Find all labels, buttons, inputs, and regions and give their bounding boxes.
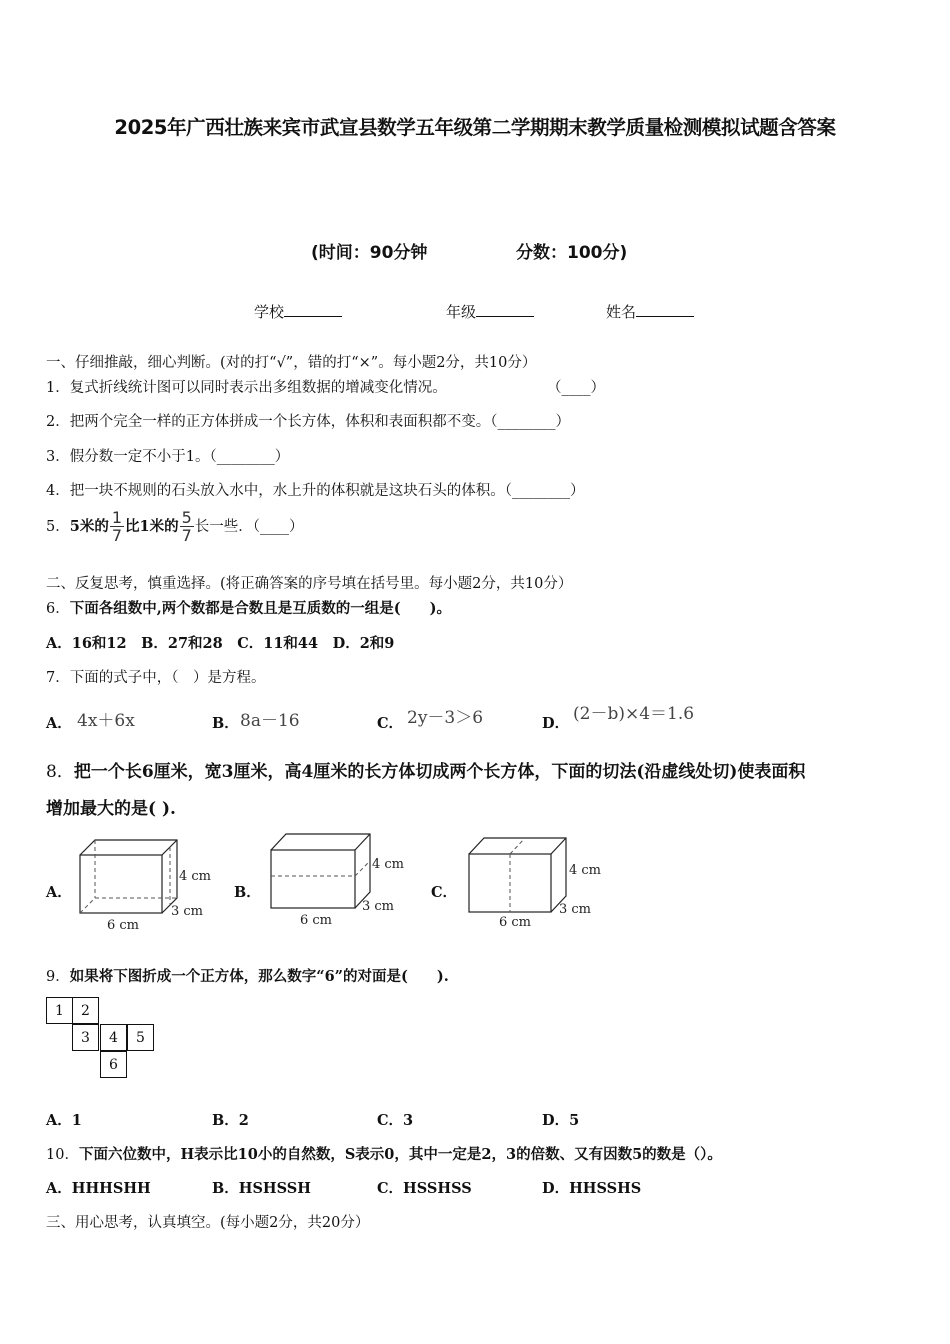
q7-label-a: A． — [46, 715, 72, 732]
q7-option-b[interactable] — [212, 712, 239, 733]
q9-text: 如果将下图折成一个正方体，那么数字“6”的对面是( ). — [69, 968, 449, 985]
box-a-length-label: 6 cm — [107, 918, 140, 933]
q10-option-b[interactable]: B．HSHSSH — [212, 1180, 311, 1197]
net-cell-4: 4 — [100, 1024, 127, 1051]
q7-expr-b: 8a－16 — [240, 711, 300, 731]
name-label: 姓名 — [606, 303, 637, 321]
q3-text: 假分数一定不小于1。（________） — [69, 449, 290, 465]
question-1 — [46, 376, 447, 397]
q1-number: 1． — [46, 380, 70, 396]
q8-box-b — [266, 828, 411, 930]
grade-blank[interactable] — [476, 302, 534, 317]
q8-option-c[interactable]: C． — [431, 884, 458, 901]
q7-option-a[interactable] — [46, 712, 72, 733]
q7-option-c[interactable] — [377, 712, 403, 733]
q2-number: 2． — [46, 414, 70, 430]
q7-expr-c: 2y－3＞6 — [407, 708, 484, 728]
section2-header: 二、反复思考，慎重选择。(将正确答案的序号填在括号里。每小题2分，共10分） — [46, 576, 573, 592]
q6-options: A．16和12 B．27和28 C．11和44 D．2和9 — [46, 635, 395, 652]
q10-number: 10． — [46, 1147, 79, 1163]
q9-option-a[interactable]: A．1 — [46, 1112, 82, 1129]
net-cell-1: 1 — [46, 997, 73, 1024]
section1-header: 一、仔细推敲，细心判断。(对的打“√”，错的打“×”。每小题2分，共10分） — [46, 355, 537, 371]
q7-label-d: D． — [542, 715, 570, 732]
name-blank[interactable] — [636, 302, 694, 317]
q8-number: 8． — [46, 762, 74, 782]
fraction-1-7 — [110, 510, 124, 544]
time-info: (时间：90分钟 — [311, 243, 428, 263]
q8-option-a[interactable]: A． — [46, 884, 72, 901]
box-a-width-label: 3 cm — [171, 904, 204, 919]
box-c-width-label: 3 cm — [559, 902, 592, 917]
q4-text: 把一块不规则的石头放入水中，水上升的体积就是这块石头的体积。（________） — [69, 483, 585, 499]
q9-option-d[interactable]: D．5 — [542, 1112, 580, 1129]
q10-option-c[interactable]: C．HSSHSS — [377, 1180, 472, 1197]
q2-text: 把两个完全一样的正方体拼成一个长方体，体积和表面积都不变。（________） — [69, 414, 570, 430]
school-blank[interactable] — [284, 302, 342, 317]
frac2-denominator: 7 — [181, 526, 192, 545]
q7-option-d[interactable] — [542, 712, 569, 733]
school-label: 学校 — [254, 303, 285, 321]
q1-answer-blank[interactable]: （____） — [547, 380, 605, 396]
question-5 — [46, 510, 304, 544]
question-4 — [46, 479, 584, 500]
box-b-length-label: 6 cm — [300, 913, 333, 928]
q10-option-a[interactable]: A．HHHSHH — [46, 1180, 151, 1197]
q5-text-part2: 比1米的 — [125, 518, 179, 535]
q8-line1: 把一个长6厘米，宽3厘米，高4厘米的长方体切成两个长方体，下面的切法(沿虚线处切)使表面积 — [73, 762, 806, 782]
question-9 — [46, 965, 449, 986]
q8-box-a — [75, 833, 220, 935]
net-cell-2: 2 — [72, 997, 99, 1024]
q8-line2: 增加最大的是( ). — [46, 799, 176, 819]
q3-number: 3． — [46, 449, 70, 465]
q10-text: 下面六位数中，H表示比10小的自然数，S表示0，其中一定是2，3的倍数、又有因数5的数是（）。 — [78, 1146, 722, 1163]
question-7 — [46, 666, 265, 687]
q5-number: 5． — [46, 519, 70, 535]
score-info: 分数：100分) — [516, 243, 628, 263]
section3-header: 三、用心思考，认真填空。(每小题2分，共20分） — [46, 1215, 370, 1231]
box-b-width-label: 3 cm — [362, 899, 395, 914]
q9-number: 9． — [46, 969, 70, 985]
q5-text-part1: 5米的 — [69, 518, 109, 535]
grade-field — [446, 301, 534, 322]
question-2 — [46, 410, 570, 431]
q7-label-b: B． — [212, 715, 239, 732]
net-cell-6: 6 — [100, 1051, 127, 1078]
q5-text-part3: 长一些．（____） — [194, 519, 304, 535]
q6-number: 6． — [46, 601, 70, 617]
frac1-denominator: 7 — [111, 526, 123, 545]
q7-label-c: C． — [377, 715, 404, 732]
net-cell-3: 3 — [72, 1024, 99, 1051]
page-title: 2025年广西壮族来宾市武宣县数学五年级第二学期期末教学质量检测模拟试题含答案 — [114, 116, 836, 139]
question-3 — [46, 445, 289, 466]
question-6 — [46, 597, 451, 618]
q4-number: 4． — [46, 483, 70, 499]
school-field — [254, 301, 342, 322]
question-10 — [46, 1143, 722, 1164]
q8-box-c — [464, 832, 609, 934]
fraction-5-7 — [180, 510, 194, 544]
box-a-height-label: 4 cm — [179, 869, 212, 884]
frac1-numerator: 1 — [111, 508, 123, 527]
net-cell-5: 5 — [127, 1024, 154, 1051]
q7-expr-d: (2－b)×4＝1.6 — [573, 704, 695, 724]
q1-text: 复式折线统计图可以同时表示出多组数据的增减变化情况。 — [69, 380, 447, 396]
q6-text: 下面各组数中,两个数都是合数且是互质数的一组是( )。 — [69, 600, 452, 617]
frac2-numerator: 5 — [181, 508, 192, 527]
box-c-length-label: 6 cm — [499, 915, 532, 930]
question-8 — [46, 757, 805, 782]
q7-number: 7． — [46, 670, 70, 686]
grade-label: 年级 — [446, 303, 477, 321]
q7-expr-a: 4x＋6x — [77, 711, 135, 731]
name-field — [606, 301, 694, 322]
q7-text: 下面的式子中，（ ）是方程。 — [69, 670, 266, 686]
q9-option-b[interactable]: B．2 — [212, 1112, 249, 1129]
q10-option-d[interactable]: D．HHSSHS — [542, 1180, 642, 1197]
q9-option-c[interactable]: C．3 — [377, 1112, 414, 1129]
box-c-height-label: 4 cm — [569, 863, 602, 878]
q8-option-b[interactable]: B． — [234, 884, 261, 901]
box-b-height-label: 4 cm — [372, 857, 405, 872]
